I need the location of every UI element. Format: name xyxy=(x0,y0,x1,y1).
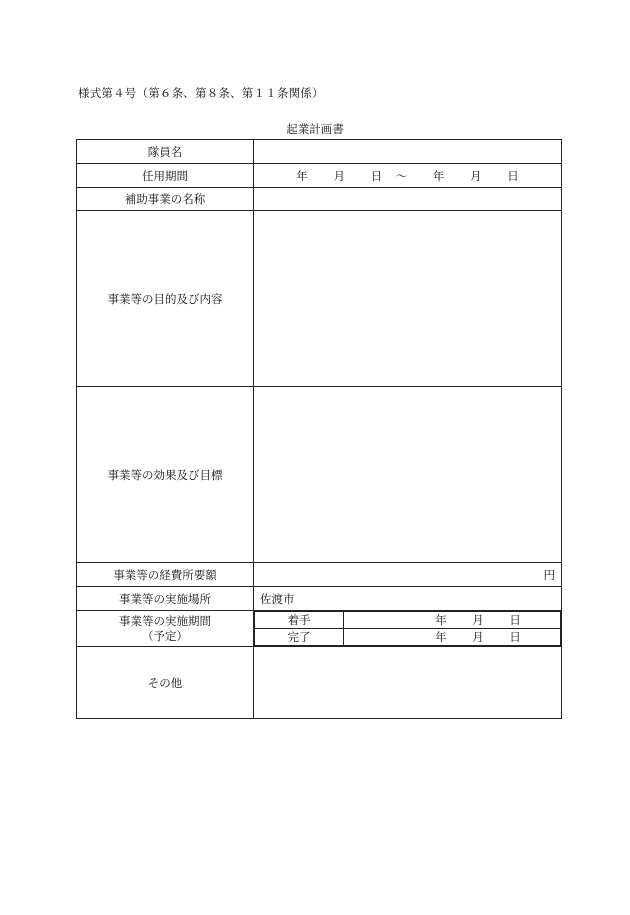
field-purpose[interactable] xyxy=(254,211,562,387)
field-other[interactable] xyxy=(254,647,562,719)
term-end-day-unit: 日 xyxy=(507,168,519,183)
field-cost[interactable] xyxy=(254,563,562,587)
row-other xyxy=(77,647,562,719)
start-month-unit: 月 xyxy=(472,613,484,627)
row-effect xyxy=(77,387,562,563)
label-place: 事業等の実施場所 xyxy=(77,587,254,611)
schedule-start-row xyxy=(255,612,561,629)
end-month-unit: 月 xyxy=(472,630,484,644)
label-other: その他 xyxy=(77,647,254,719)
end-year-unit: 年 xyxy=(435,630,447,644)
term-start-month-unit: 月 xyxy=(333,168,345,183)
cost-unit: 円 xyxy=(543,567,555,582)
start-year-unit: 年 xyxy=(435,613,447,627)
row-subsidy-name xyxy=(77,188,562,211)
schedule-start-label: 着手 xyxy=(255,612,344,629)
term-end-year-unit: 年 xyxy=(432,168,445,183)
schedule-end-date[interactable] xyxy=(344,629,561,646)
schedule-subtable xyxy=(254,611,561,646)
business-plan-form xyxy=(76,139,562,719)
row-schedule xyxy=(77,611,562,647)
label-member-name: 隊員名 xyxy=(77,140,254,164)
label-schedule-line2: （予定） xyxy=(142,628,188,643)
schedule-end-row xyxy=(255,629,561,646)
schedule-start-date[interactable] xyxy=(344,612,561,629)
row-member-name xyxy=(77,140,562,164)
field-effect[interactable] xyxy=(254,387,562,563)
term-start-day-unit: 日 xyxy=(370,168,383,183)
form-number-note: 様式第４号（第６条、第８条、第１１条関係） xyxy=(78,86,324,100)
row-cost xyxy=(77,563,562,587)
label-purpose: 事業等の目的及び内容 xyxy=(77,211,254,387)
row-term xyxy=(77,164,562,188)
document-title: 起業計画書 xyxy=(286,122,344,136)
field-schedule xyxy=(254,611,562,647)
label-schedule xyxy=(77,611,254,647)
label-cost: 事業等の経費所要額 xyxy=(77,563,254,587)
field-subsidy-name[interactable] xyxy=(254,188,562,211)
label-effect: 事業等の効果及び目標 xyxy=(77,387,254,563)
term-start-year-unit: 年 xyxy=(296,168,308,183)
end-day-unit: 日 xyxy=(509,630,521,644)
label-schedule-line1: 事業等の実施期間 xyxy=(119,613,211,628)
field-place[interactable]: 佐渡市 xyxy=(254,587,562,611)
row-purpose xyxy=(77,211,562,387)
term-end-month-unit: 月 xyxy=(470,168,482,183)
start-day-unit: 日 xyxy=(509,613,521,627)
label-term: 任用期間 xyxy=(77,164,254,188)
row-place xyxy=(77,587,562,611)
field-term[interactable] xyxy=(254,164,562,188)
schedule-end-label: 完了 xyxy=(255,629,344,646)
label-subsidy-name: 補助事業の名称 xyxy=(77,188,254,211)
term-separator: 〜 xyxy=(395,168,408,183)
field-member-name[interactable] xyxy=(254,140,562,164)
